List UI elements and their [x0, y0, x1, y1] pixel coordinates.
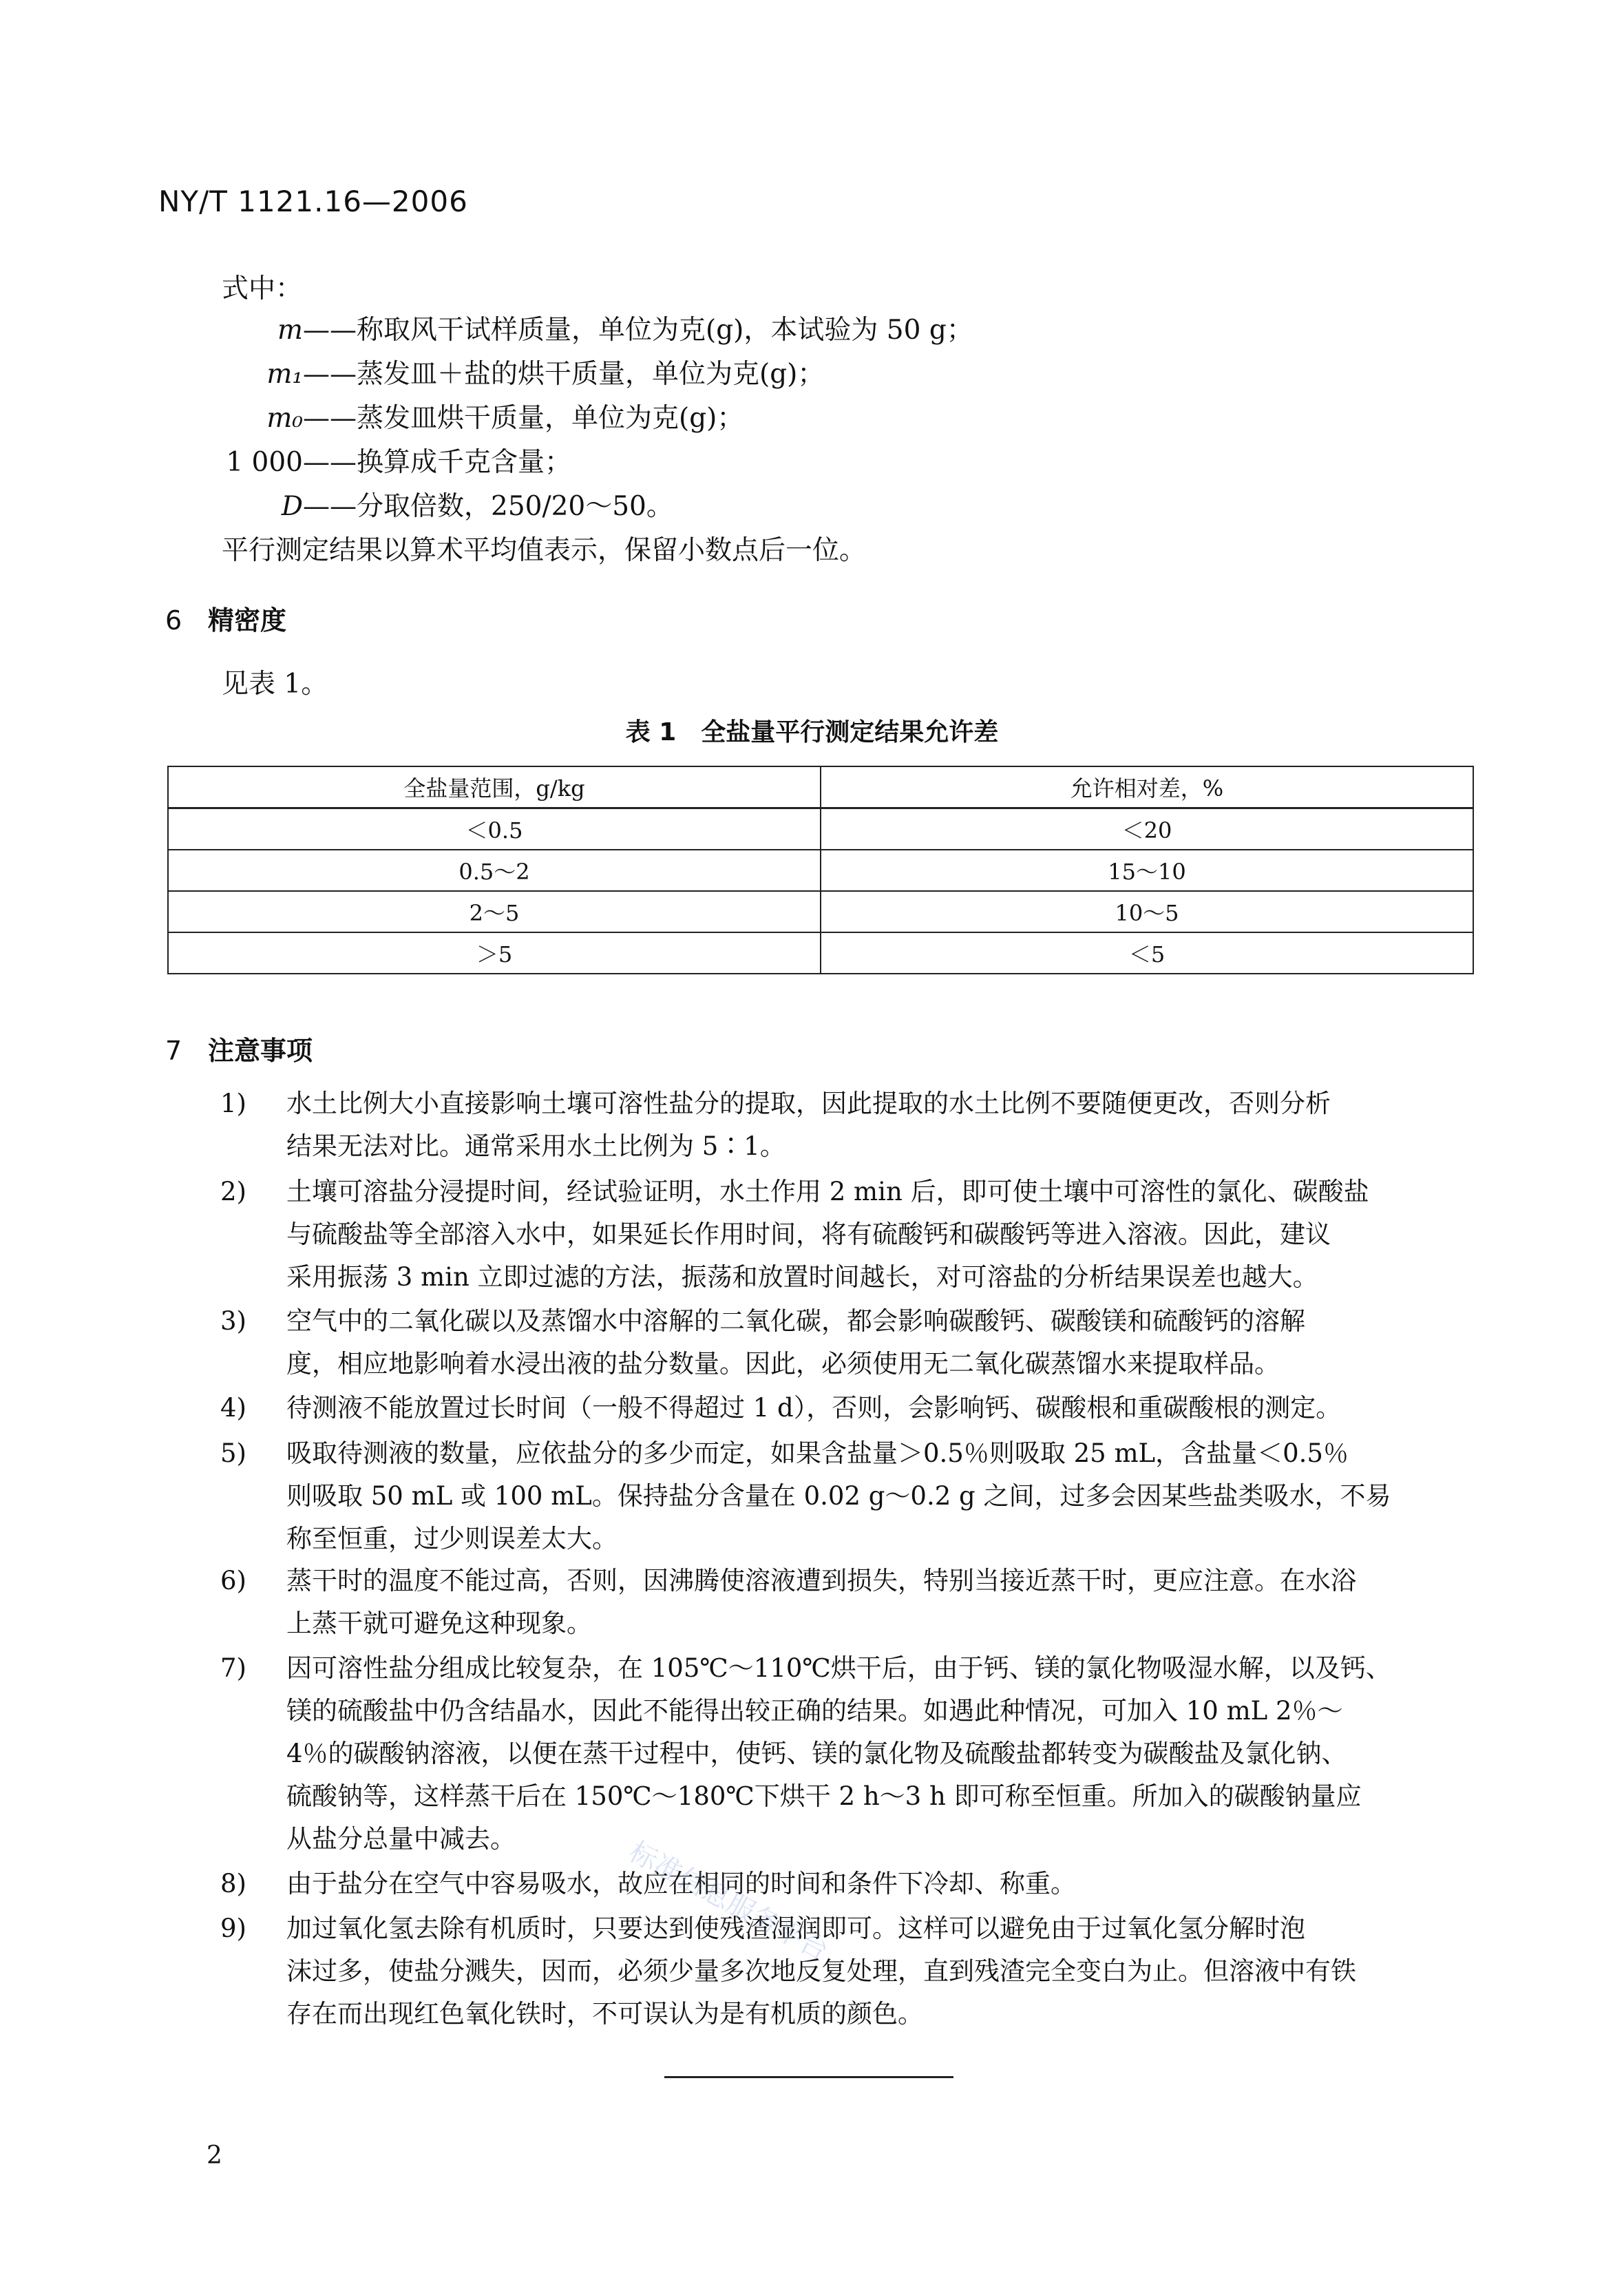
legend-symbol: 1 000 [226, 447, 303, 478]
table-row [168, 850, 1473, 891]
legend-item-m [222, 311, 973, 350]
legend-desc: ——蒸发皿烘干质量，单位为克(g)； [303, 403, 744, 434]
legend-item-1000 [222, 443, 571, 482]
table-row [168, 891, 1473, 932]
note-number: 1) [220, 1089, 246, 1118]
note-line: 称至恒重，过少则误差太大。 [286, 1524, 618, 1553]
note-line: 硫酸钠等，这样蒸干后在 150℃～180℃下烘干 2 h～3 h 即可称至恒重。所加入的碳酸钠量应 [286, 1781, 1362, 1811]
section-number: 7 [165, 1036, 182, 1066]
watermark: 标准信息服务平台 [624, 1836, 834, 1968]
legend-desc: ——换算成千克含量； [303, 447, 572, 478]
table-cell: 0.5～2 [168, 850, 821, 891]
note-line: 采用振荡 3 min 立即过滤的方法，振荡和放置时间越长，对可溶盐的分析结果误差也越大。 [286, 1262, 1318, 1292]
legend-item-m0 [222, 399, 744, 438]
note-line: 上蒸干就可避免这种现象。 [286, 1609, 592, 1638]
note-number: 4) [220, 1393, 246, 1423]
table-row [168, 808, 1473, 850]
legend-symbol: m [277, 315, 303, 346]
table-cell: 15～10 [821, 850, 1473, 891]
note-line: 待测液不能放置过长时间（一般不得超过 1 d），否则，会影响钙、碳酸根和重碳酸根的测定。 [286, 1393, 1342, 1423]
legend-item-d [222, 488, 673, 526]
legend-desc: ——分取倍数，250/20～50。 [303, 491, 673, 522]
table-header: 允许相对差，% [821, 766, 1473, 808]
end-rule [664, 2076, 953, 2078]
note-line: 存在而出现红色氧化铁时，不可误认为是有机质的颜色。 [286, 1999, 923, 2029]
note-number: 2) [220, 1177, 246, 1206]
note-number: 6) [220, 1566, 246, 1595]
table-caption: 表 1 全盐量平行测定结果允许差 [625, 718, 999, 746]
note-number: 7) [220, 1653, 246, 1683]
note-line: 吸取待测液的数量，应依盐分的多少而定，如果含盐量＞0.5％则吸取 25 mL，含盐量＜0.5％ [286, 1438, 1349, 1468]
note-line: 沫过多，使盐分溅失，因而，必须少量多次地反复处理，直到残渣完全变白为止。但溶液中有铁 [286, 1956, 1356, 1986]
legend-item-m1 [222, 355, 824, 394]
note-line: 镁的硫酸盐中仍含结晶水，因此不能得出较正确的结果。如遇此种情况，可加入 10 mL 2％～ [286, 1696, 1343, 1726]
table-cell: ＞5 [168, 932, 821, 974]
standard-number: NY/T 1121.16—2006 [158, 185, 468, 218]
table-cell: ＜20 [821, 808, 1473, 850]
table-cell: ＜5 [821, 932, 1473, 974]
page-number: 2 [207, 2142, 222, 2170]
note-line: 与硫酸盐等全部溶入水中，如果延长作用时间，将有硫酸钙和碳酸钙等进入溶液。因此，建议 [286, 1219, 1331, 1249]
note-line: 结果无法对比。通常采用水土比例为 5∶1。 [286, 1131, 785, 1161]
note-number: 8) [220, 1869, 246, 1898]
section-6-heading [165, 599, 286, 637]
note-line: 水土比例大小直接影响土壤可溶性盐分的提取，因此提取的水土比例不要随便更改，否则分析 [286, 1089, 1331, 1118]
formula-intro: 式中： [222, 273, 303, 304]
legend-desc: ——蒸发皿＋盐的烘干质量，单位为克(g)； [303, 359, 825, 390]
note-number: 9) [220, 1914, 246, 1943]
legend-symbol: m₀ [266, 403, 303, 434]
table-header: 全盐量范围，g/kg [168, 766, 821, 808]
result-note: 平行测定结果以算术平均值表示，保留小数点后一位。 [222, 535, 867, 566]
note-line: 则吸取 50 mL 或 100 mL。保持盐分含量在 0.02 g～0.2 g 之间，过多会因某些盐类吸水，不易 [286, 1481, 1391, 1511]
note-line: 空气中的二氧化碳以及蒸馏水中溶解的二氧化碳，都会影响碳酸钙、碳酸镁和硫酸钙的溶解 [286, 1306, 1305, 1336]
legend-symbol: D [281, 491, 303, 522]
precision-table [167, 766, 1474, 974]
table-row [168, 932, 1473, 974]
note-number: 3) [220, 1306, 246, 1336]
section-number: 6 [165, 605, 182, 636]
table-cell: ＜0.5 [168, 808, 821, 850]
section-7-heading [165, 1029, 313, 1067]
note-line: 加过氧化氢去除有机质时，只要达到使残渣湿润即可。这样可以避免由于过氧化氢分解时泡 [286, 1914, 1305, 1943]
legend-symbol: m₁ [266, 359, 303, 390]
note-line: 度，相应地影响着水浸出液的盐分数量。因此，必须使用无二氧化碳蒸馏水来提取样品。 [286, 1349, 1280, 1379]
note-number: 5) [220, 1438, 246, 1468]
section-title: 注意事项 [208, 1036, 313, 1066]
table-cell: 10～5 [821, 891, 1473, 932]
note-line: 4％的碳酸钠溶液，以便在蒸干过程中，使钙、镁的氯化物及硫酸盐都转变为碳酸盐及氯化钠、 [286, 1739, 1347, 1768]
note-line: 从盐分总量中减去。 [286, 1824, 516, 1854]
note-line: 土壤可溶盐分浸提时间，经试验证明，水土作用 2 min 后，即可使土壤中可溶性的氯化、碳酸盐 [286, 1177, 1369, 1206]
legend-desc: ——称取风干试样质量，单位为克(g)，本试验为 50 g； [303, 315, 973, 346]
table-cell: 2～5 [168, 891, 821, 932]
note-line: 由于盐分在空气中容易吸水，故应在相同的时间和条件下冷却、称重。 [286, 1869, 1076, 1898]
section-title: 精密度 [208, 605, 287, 636]
note-line: 蒸干时的温度不能过高，否则，因沸腾使溶液遭到损失，特别当接近蒸干时，更应注意。在水浴 [286, 1566, 1356, 1595]
section-6-text: 见表 1。 [222, 669, 328, 700]
table-header-row [168, 766, 1473, 808]
note-line: 因可溶性盐分组成比较复杂，在 105℃～110℃烘干后，由于钙、镁的氯化物吸湿水解，以及钙、 [286, 1653, 1391, 1683]
